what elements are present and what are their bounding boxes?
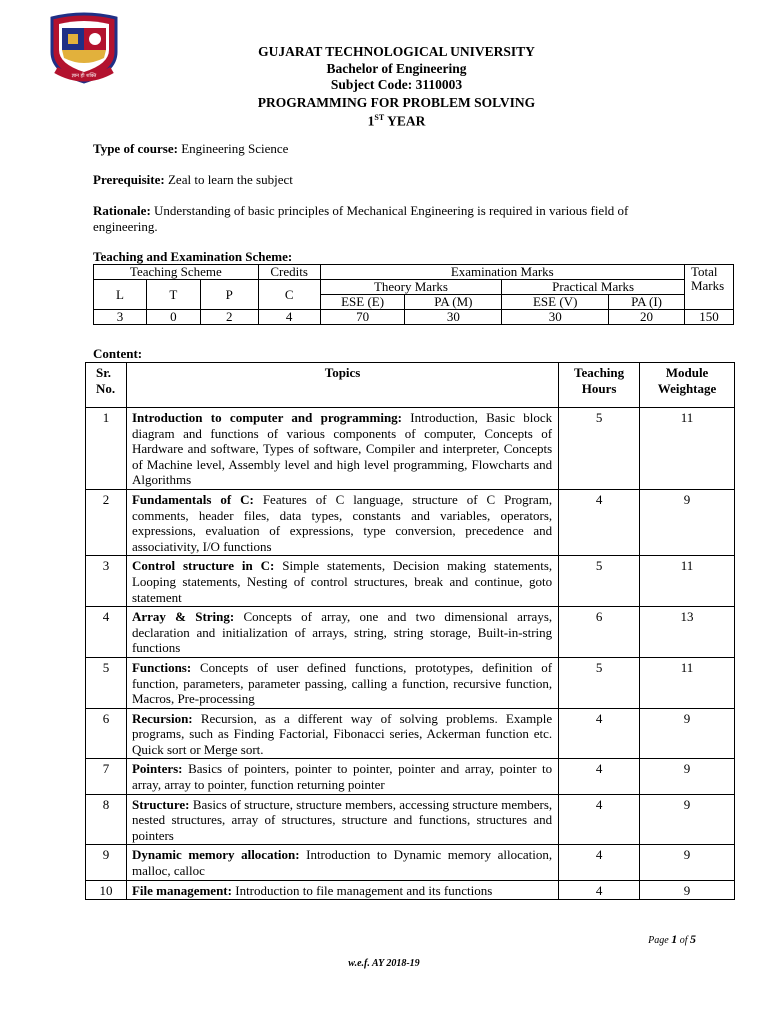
rationale: Rationale: Understanding of basic principles of Mechanical Engineering is required in various field of engineering. — [93, 203, 629, 234]
row-teaching-hours: 5 — [559, 556, 640, 607]
row-topic-text: Introduction, Basic block diagram and functions of various components of computer, Concepts of Hardware and software, Types of software, Compiler and interpreter, Concepts of Machine level, Assembly level and high level programming, Flowcharts and Algorithms — [131, 410, 553, 488]
th-examination-marks: Examination Marks — [320, 265, 684, 280]
row-sr-no: 10 — [86, 880, 127, 900]
row-topic — [126, 880, 558, 900]
row-teaching-hours: 4 — [559, 708, 640, 759]
row-teaching-hours: 4 — [559, 489, 640, 555]
row-module-weightage: 9 — [640, 489, 735, 555]
row-topic-text: Concepts of user defined functions, prototypes, definition of function, parameters, parameter passing, calling a function, recursive function, Macros, Pre-processing — [131, 659, 553, 707]
row-topic-title: Fundamentals of C: — [131, 491, 254, 507]
course-type: Type of course: Engineering Science — [93, 141, 289, 156]
col-module-weightage: Module Weightage — [640, 363, 735, 408]
row-topic-title: Pointers: — [131, 761, 183, 777]
row-topic-text: Features of C language, structure of C Program, comments, header files, data types, constants and variables, operators, expressions, evaluation of expressions, type conversion, precedence and associativity, I/O functions — [131, 491, 553, 554]
th-theory-marks: Theory Marks — [320, 280, 502, 295]
row-topic-title: Control structure in C: — [131, 558, 275, 574]
row-module-weightage: 9 — [640, 708, 735, 759]
row-sr-no: 6 — [86, 708, 127, 759]
row-topic — [126, 408, 558, 490]
page-number: Page 1 of 5 — [648, 932, 696, 946]
row-sr-no: 3 — [86, 556, 127, 607]
table-row — [86, 657, 735, 708]
row-topic — [126, 794, 558, 845]
table-row — [86, 607, 735, 658]
val-L: 3 — [94, 310, 147, 325]
row-teaching-hours: 4 — [559, 794, 640, 845]
val-pa-m: 30 — [405, 310, 502, 325]
th-ese-v: ESE (V) — [502, 295, 609, 310]
table-row — [86, 794, 735, 845]
row-sr-no: 5 — [86, 657, 127, 708]
row-sr-no: 8 — [86, 794, 127, 845]
row-topic — [126, 489, 558, 555]
row-sr-no: 7 — [86, 759, 127, 794]
subject-title: PROGRAMMING FOR PROBLEM SOLVING — [257, 95, 536, 110]
th-pa-i: PA (I) — [609, 295, 685, 310]
content-table — [85, 362, 735, 900]
row-module-weightage: 13 — [640, 607, 735, 658]
row-topic-title: Structure: — [131, 796, 190, 812]
university-name: GUJARAT TECHNOLOGICAL UNIVERSITY — [258, 44, 535, 59]
th-P: P — [200, 280, 258, 310]
val-ese-e: 70 — [320, 310, 405, 325]
row-module-weightage: 11 — [640, 408, 735, 490]
row-topic-title: Recursion: — [131, 710, 193, 726]
row-teaching-hours: 6 — [559, 607, 640, 658]
val-ese-v: 30 — [502, 310, 609, 325]
th-pa-m: PA (M) — [405, 295, 502, 310]
row-module-weightage: 9 — [640, 759, 735, 794]
row-topic-text: Simple statements, Decision making statements, Looping statements, Nesting of control structures, break and continue, goto statement — [131, 558, 553, 605]
row-topic — [126, 845, 558, 880]
th-total-marks: Total Marks — [684, 265, 733, 310]
row-teaching-hours: 4 — [559, 759, 640, 794]
logo-motto: ज्ञान ही शक्ति — [71, 73, 97, 79]
row-topic-text: Basics of pointers, pointer to pointer, pointer and array, pointer to array, array to pointer, function returning pointer — [131, 761, 553, 793]
row-sr-no: 2 — [86, 489, 127, 555]
row-topic-title: Array & String: — [131, 609, 235, 625]
th-C: C — [258, 280, 320, 310]
table-row — [86, 880, 735, 900]
row-topic-text: Basics of structure, structure members, accessing structure members, nested structures, array of structures, structure and functions, structures and pointers — [131, 796, 553, 843]
val-pa-i: 20 — [609, 310, 685, 325]
th-T: T — [146, 280, 200, 310]
row-teaching-hours: 5 — [559, 657, 640, 708]
wef-note: w.e.f. AY 2018-19 — [348, 958, 420, 969]
scheme-title: Teaching and Examination Scheme: — [93, 249, 293, 264]
table-row — [86, 489, 735, 555]
row-topic-title: Dynamic memory allocation: — [131, 847, 300, 863]
th-L: L — [94, 280, 147, 310]
row-module-weightage: 11 — [640, 657, 735, 708]
val-total: 150 — [684, 310, 733, 325]
subject-code: Subject Code: 3110003 — [330, 77, 463, 92]
scheme-table — [93, 264, 734, 325]
row-topic-title: Functions: — [131, 659, 192, 675]
row-sr-no: 9 — [86, 845, 127, 880]
row-topic-text: Introduction to file management and its functions — [231, 882, 493, 898]
th-practical-marks: Practical Marks — [502, 280, 685, 295]
th-ese-e: ESE (E) — [320, 295, 405, 310]
prerequisite: Prerequisite: Zeal to learn the subject — [93, 172, 293, 187]
row-module-weightage: 9 — [640, 845, 735, 880]
row-topic — [126, 556, 558, 607]
table-row — [86, 845, 735, 880]
val-T: 0 — [146, 310, 200, 325]
table-row — [86, 759, 735, 794]
row-module-weightage: 9 — [640, 880, 735, 900]
th-teaching-scheme: Teaching Scheme — [94, 265, 259, 280]
col-sr-no: Sr. No. — [86, 363, 127, 408]
row-module-weightage: 9 — [640, 794, 735, 845]
col-topics: Topics — [126, 363, 558, 408]
val-C: 4 — [258, 310, 320, 325]
row-topic-title: Introduction to computer and programming: — [131, 410, 403, 425]
table-row — [86, 408, 735, 490]
table-row — [86, 708, 735, 759]
row-topic — [126, 607, 558, 658]
table-row — [86, 556, 735, 607]
val-P: 2 — [200, 310, 258, 325]
row-topic — [126, 708, 558, 759]
row-sr-no: 1 — [86, 408, 127, 490]
row-topic-text: Recursion, as a different way of solving problems. Example programs, such as Finding Factorial, Fibonacci series, Ackerman function etc. Quick sort or Merge sort. — [131, 710, 553, 757]
row-teaching-hours: 4 — [559, 880, 640, 900]
year-line: 1ST YEAR — [367, 113, 426, 129]
col-teaching-hours: Teaching Hours — [559, 363, 640, 408]
row-topic-text: Concepts of array, one and two dimensional arrays, declaration and initialization of arrays, string, string storage, Built-in-string functions — [131, 609, 553, 656]
row-topic-title: File management: — [131, 882, 232, 898]
row-topic — [126, 657, 558, 708]
row-module-weightage: 11 — [640, 556, 735, 607]
row-topic — [126, 759, 558, 794]
content-title: Content: — [93, 346, 143, 361]
row-teaching-hours: 5 — [559, 408, 640, 490]
degree-title: Bachelor of Engineering — [326, 61, 467, 76]
th-credits: Credits — [258, 265, 320, 280]
row-teaching-hours: 4 — [559, 845, 640, 880]
row-sr-no: 4 — [86, 607, 127, 658]
row-topic-text: Introduction to Dynamic memory allocation, malloc, calloc — [131, 847, 553, 879]
